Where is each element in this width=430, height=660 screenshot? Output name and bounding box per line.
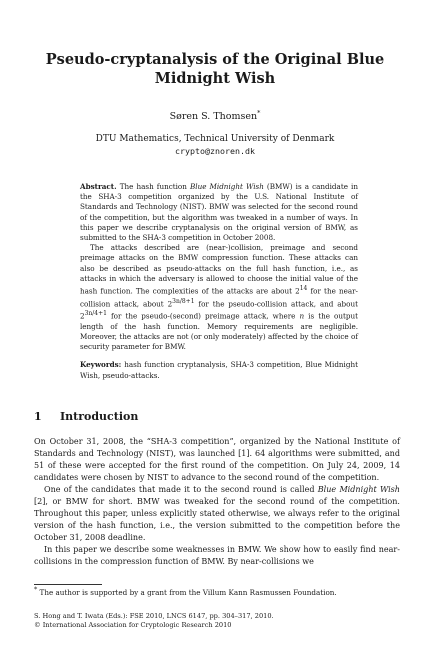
publication-citation <box>34 612 400 630</box>
abstract-paragraph-2 <box>80 243 358 352</box>
body-text-span: [2], or BMW for short. BMW was tweaked for the second round of the competition. Throughout this paper, unless explicitly stated otherwise, we always refer to the original version of the hash function, i.e., the version submitted to the competition before the October 31, 2008 deadline. <box>34 496 400 542</box>
abstract-paragraph-1 <box>80 182 358 243</box>
math-variable: n <box>299 311 305 321</box>
body-paragraph-1: On October 31, 2008, the “SHA-3 competition”, organized by the National Institute of Standards and Technology (NIST), was launched [1]. 64 algorithms were submitted, and 51 of these were accepted for the first round of the competition. On July 24, 2009, 14 candidates were chosen by NIST to advance to the second round of the competition. <box>34 437 400 482</box>
abstract-text: is the output length of the hash function. Memory requirements are negligible. Moreover, the attacks are not (or only moderately) affected by the choice of security parameter for BMW. <box>80 311 358 352</box>
abstract-text: for the pseudo-collision attack, and about 2 <box>80 299 358 321</box>
citation-line-2: © International Association for Cryptologic Research 2010 <box>34 621 232 630</box>
exponent: 14 <box>299 285 308 293</box>
body-paragraph-3: In this paper we describe some weaknesses in BMW. We show how to easily find near-collisions in the compression function of BMW. By near-collisions we <box>34 544 400 566</box>
section-number: 1 <box>34 410 42 423</box>
body-text-span: One of the candidates that made it to the second round is called <box>44 484 315 494</box>
keywords-text: hash function cryptanalysis, SHA-3 competition, Blue Midnight Wish, pseudo-attacks. <box>80 360 358 380</box>
author-name: Søren S. Thomsen <box>169 111 258 122</box>
abstract-text: (BMW) is a candidate in the SHA-3 competition organized by the U.S. National Institute of Standards and Technology (NIST). BMW was selected for the second round of the competition, but the algorithm was tweaked in a number of ways. In this paper we describe cryptanalysis on the original version of BMW, as submitted to the SHA-3 competition in October 2008. <box>80 182 358 243</box>
footnote <box>34 585 400 598</box>
abstract-label: Abstract. <box>80 182 117 191</box>
footnote-divider <box>34 584 102 585</box>
title-line-1: Pseudo-cryptanalysis of the Original Blue <box>45 51 385 68</box>
exponent: 3n/8+1 <box>172 297 195 305</box>
footnote-text: The author is supported by a grant from the Villum Kann Rasmussen Foundation. <box>39 588 337 597</box>
keywords-label: Keywords: <box>80 360 122 370</box>
abstract <box>80 182 358 381</box>
abstract-text: for the near-collision attack, about 2 <box>80 286 358 309</box>
author-affiliation: DTU Mathematics, Technical University of Denmark <box>95 134 335 144</box>
exponent: 3n/4+1 <box>84 310 107 318</box>
title-line-2: Midnight Wish <box>154 70 276 87</box>
abstract-text: for the pseudo-(second) preimage attack, where <box>111 311 296 321</box>
author-footnote-marker: * <box>257 108 261 117</box>
body-paragraph-2 <box>34 484 400 544</box>
body-emphasis: Blue Midnight Wish <box>317 484 400 494</box>
section-heading <box>34 410 138 424</box>
citation-line-1: S. Hong and T. Iwata (Eds.): FSE 2010, LNCS 6147, pp. 304–317, 2010. <box>34 612 274 620</box>
abstract-emphasis: Blue Midnight Wish <box>190 182 264 191</box>
footnote-marker: * <box>34 585 38 594</box>
keywords <box>80 360 358 380</box>
author-line <box>0 108 430 123</box>
abstract-text: The attacks described are (near-)collision, preimage and second preimage attacks on the BMW compression function. These attacks can also be described as pseudo-attacks on the full hash function, i.e., as attacks in which the adversary is allowed to choose the initial value of the hash function. The complexities of the attacks are about 2 <box>80 243 358 296</box>
abstract-text: The hash function <box>119 182 187 191</box>
paper-title <box>0 50 430 88</box>
body-text <box>34 436 400 567</box>
author-email[interactable]: crypto@znoren.dk <box>175 146 255 156</box>
section-title: Introduction <box>60 410 139 423</box>
